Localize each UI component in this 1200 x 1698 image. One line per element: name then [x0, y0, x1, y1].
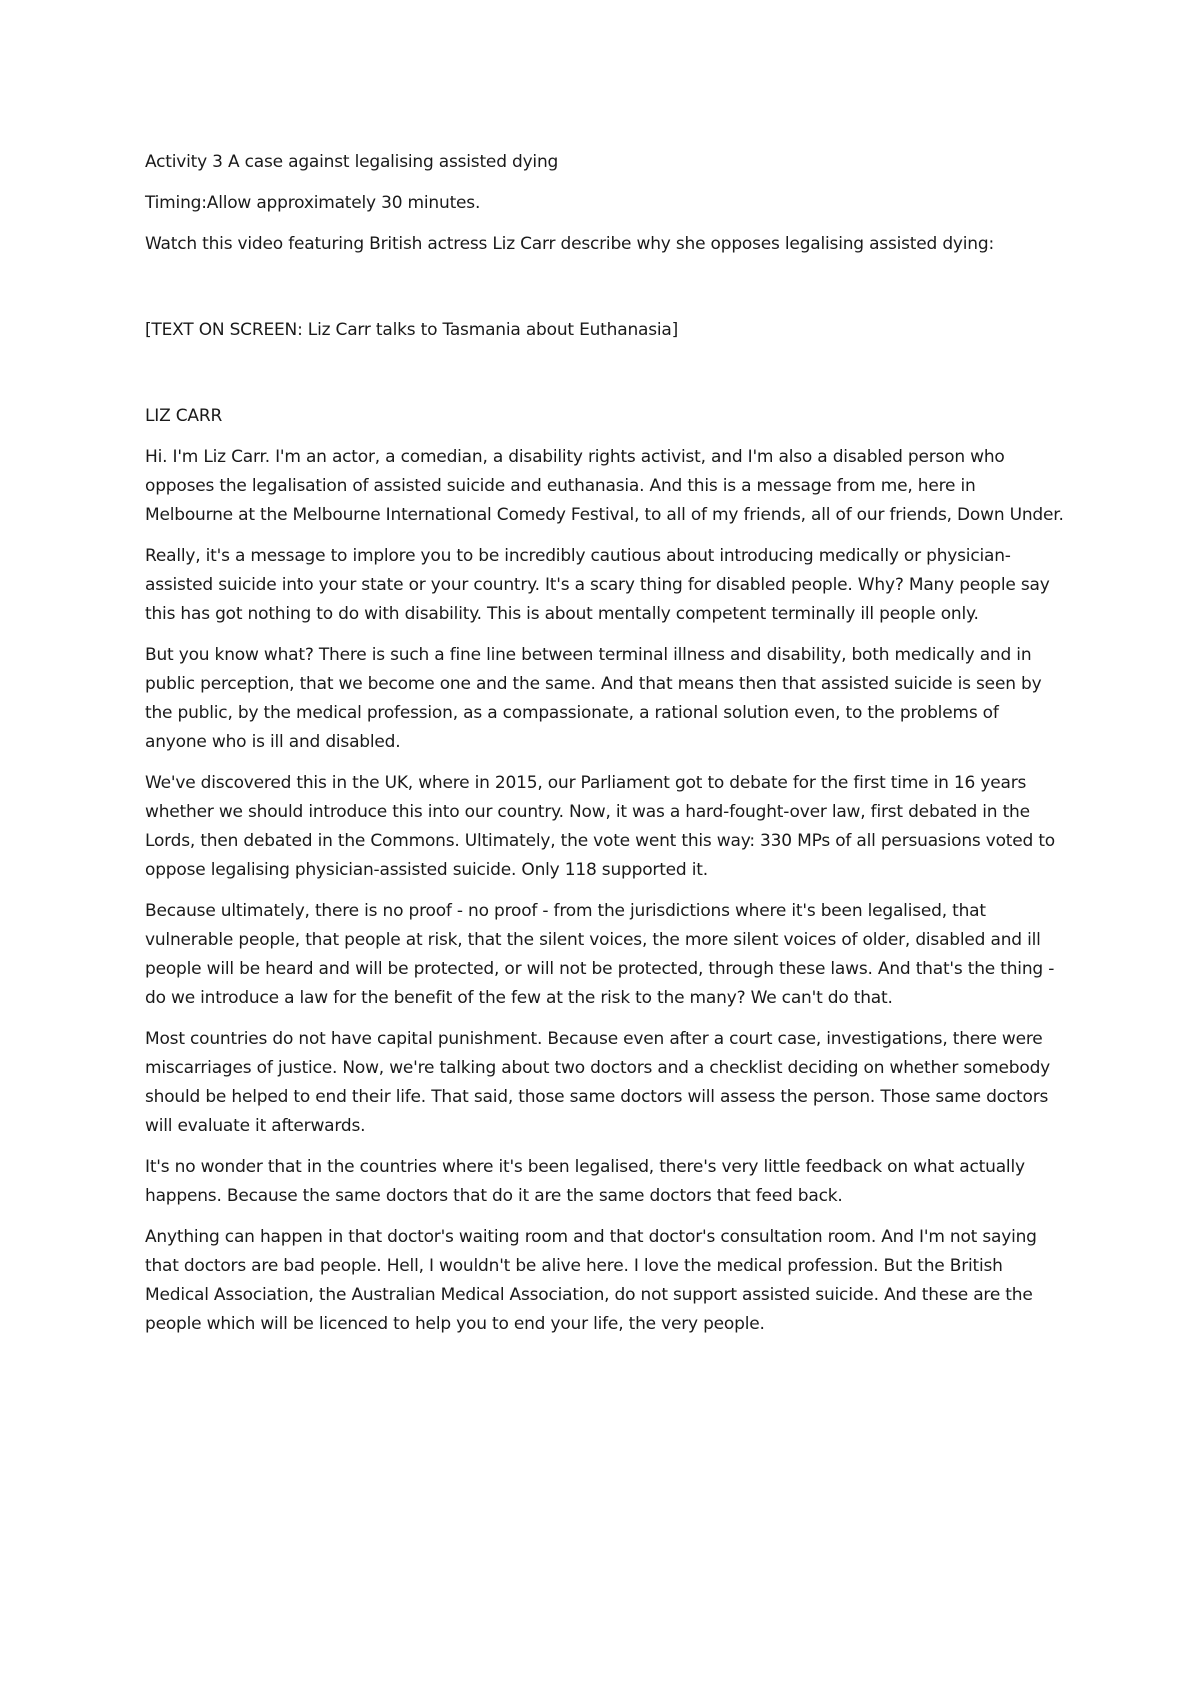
transcript-paragraph: Hi. I'm Liz Carr. I'm an actor, a comedian, a disability rights activist, and I'm also a disabled person who opposes the legalisation of assisted suicide and euthanasia. And this is a message from me, here in Melbourne at the Melbourne International Comedy Festival, to all of my friends, all of our friends, Down Under. — [145, 447, 1064, 525]
transcript-paragraph: Most countries do not have capital punishment. Because even after a court case, investigations, there were miscarriages of justice. Now, we're talking about two doctors and a checklist deciding on whether somebody should be helped to end their life. That said, those same doctors will assess the person. Those same doctors will evaluate it afterwards. — [145, 1029, 1051, 1136]
transcript-paragraph: Anything can happen in that doctor's waiting room and that doctor's consultation room. And I'm not saying that doctors are bad people. Hell, I wouldn't be alive here. I love the medical profession. But the British Medical Association, the Australian Medical Association, do not support assisted suicide. And these are the people which will be licenced to help you to end your life, the very people. — [145, 1227, 1037, 1334]
document-body — [145, 148, 1065, 1351]
transcript-paragraph: Because ultimately, there is no proof - no proof - from the jurisdictions where it's been legalised, that vulnerable people, that people at risk, that the silent voices, the more silent voices of older, disabled and ill people will be heard and will be protected, or will not be protected, through these laws. And that's the thing - do we introduce a law for the benefit of the few at the risk to the many? We can't do that. — [145, 901, 1055, 1008]
speaker-label: LIZ CARR — [145, 406, 223, 426]
transcript-paragraph: But you know what? There is such a fine line between terminal illness and disability, both medically and in public perception, that we become one and the same. And that means then that assisted suicide is seen by the public, by the medical profession, as a compassionate, a rational solution even, to the problems of anyone who is ill and disabled. — [145, 645, 1042, 752]
screen-text-caption: [TEXT ON SCREEN: Liz Carr talks to Tasmania about Euthanasia] — [145, 320, 679, 340]
activity-title: Activity 3 A case against legalising assisted dying — [145, 152, 559, 172]
timing-note: Timing:Allow approximately 30 minutes. — [145, 193, 481, 213]
transcript-paragraph: It's no wonder that in the countries where it's been legalised, there's very little feedback on what actually happens. Because the same doctors that do it are the same doctors that feed back. — [145, 1157, 1025, 1206]
transcript-paragraph: Really, it's a message to implore you to be incredibly cautious about introducing medically or physician-assisted suicide into your state or your country. It's a scary thing for disabled people. Why? Many people say this has got nothing to do with disability. This is about mentally competent terminally ill people only. — [145, 546, 1050, 624]
transcript-paragraph: We've discovered this in the UK, where in 2015, our Parliament got to debate for the first time in 16 years whether we should introduce this into our country. Now, it was a hard-fought-over law, first debated in the Lords, then debated in the Commons. Ultimately, the vote went this way: 330 MPs of all persuasions voted to oppose legalising physician-assisted suicide. Only 118 supported it. — [145, 773, 1055, 880]
intro-text: Watch this video featuring British actress Liz Carr describe why she opposes legalising assisted dying: — [145, 234, 994, 254]
